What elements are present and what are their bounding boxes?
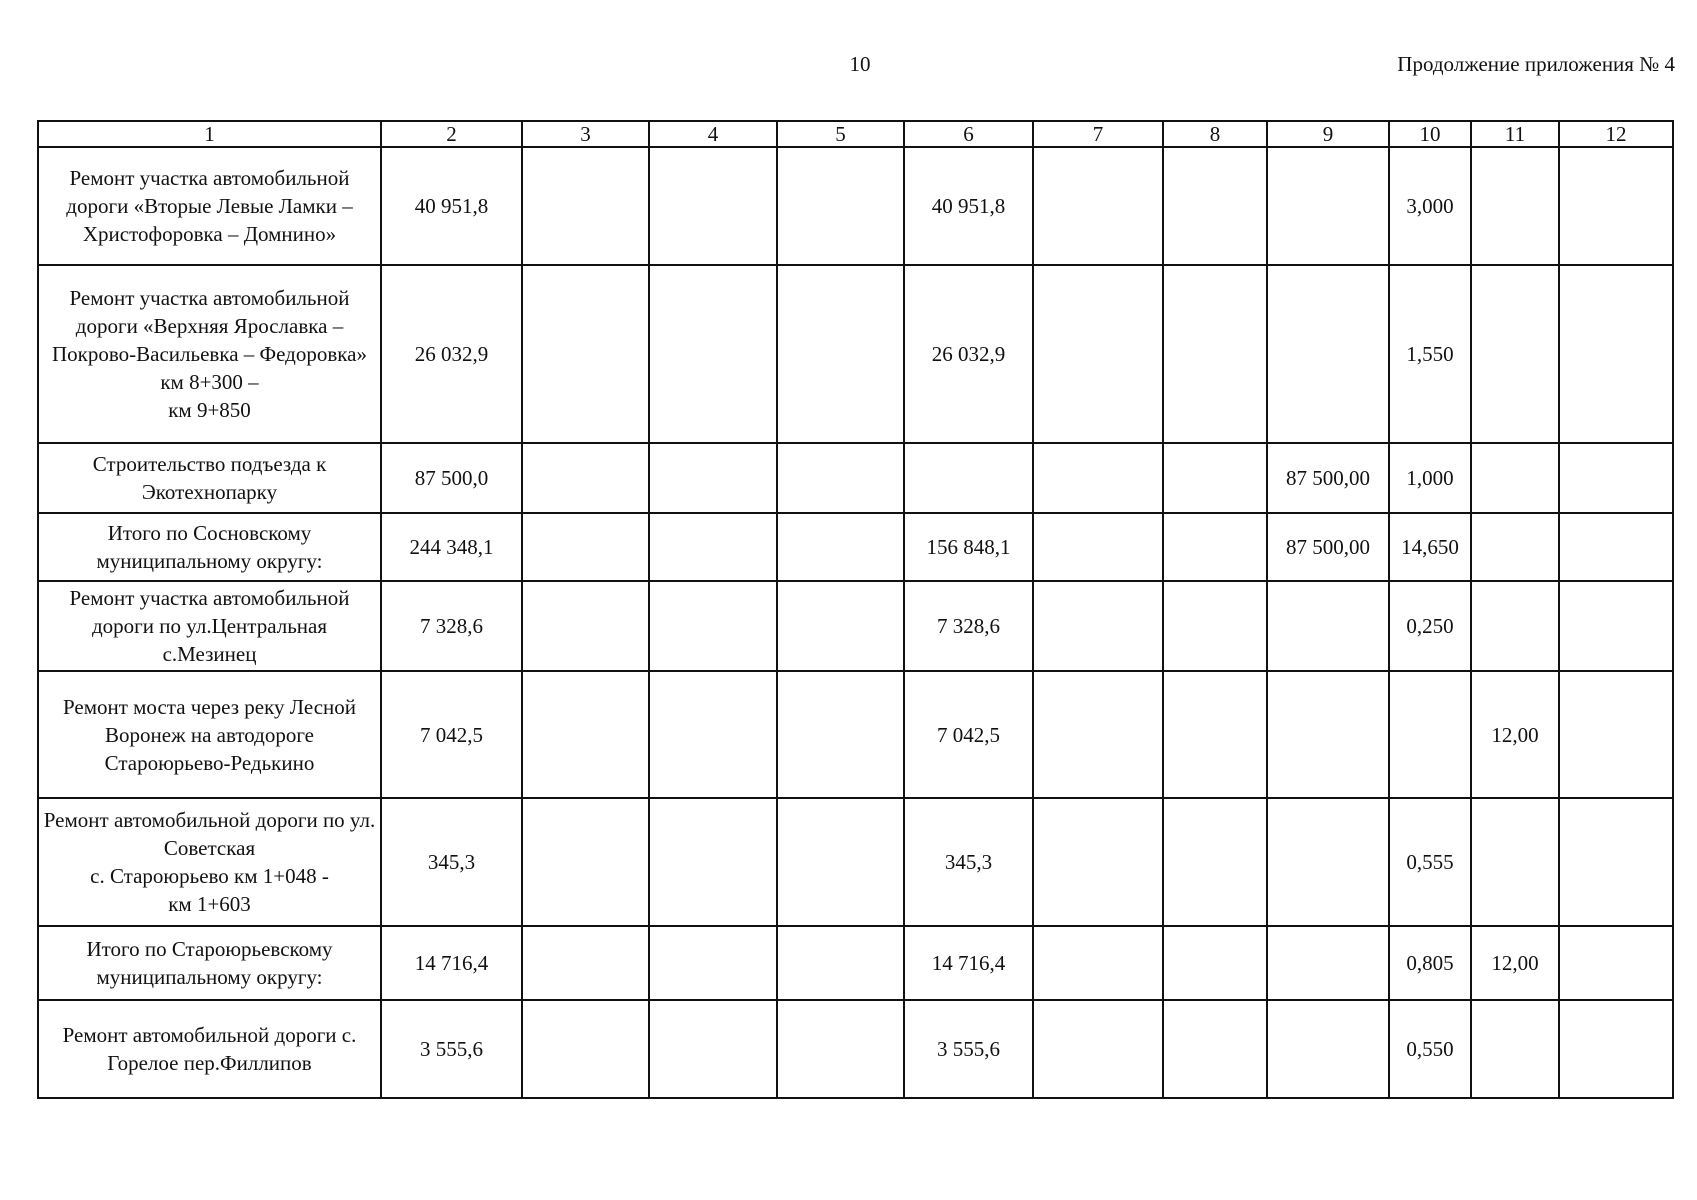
value-cell: 87 500,0 <box>381 443 522 513</box>
value-cell <box>1033 147 1163 265</box>
value-cell: 7 042,5 <box>904 671 1033 798</box>
value-cell: 244 348,1 <box>381 513 522 581</box>
value-cell: 0,250 <box>1389 581 1471 671</box>
value-cell <box>1471 265 1559 443</box>
value-cell <box>1033 1000 1163 1098</box>
value-cell: 345,3 <box>381 798 522 926</box>
value-cell <box>777 581 904 671</box>
value-cell <box>777 443 904 513</box>
work-name-cell: Ремонт участка автомобильной дороги «Вторые Левые Ламки – Христофоровка – Домнино» <box>38 147 381 265</box>
value-cell <box>1267 1000 1389 1098</box>
value-cell: 87 500,00 <box>1267 513 1389 581</box>
value-cell <box>522 1000 649 1098</box>
value-cell: 14 716,4 <box>381 926 522 1000</box>
column-number-header: 7 <box>1033 121 1163 147</box>
value-cell <box>1471 581 1559 671</box>
value-cell <box>649 513 777 581</box>
value-cell <box>1163 671 1267 798</box>
value-cell <box>777 798 904 926</box>
value-cell <box>1033 671 1163 798</box>
table-row <box>38 443 1673 513</box>
column-number-header: 11 <box>1471 121 1559 147</box>
value-cell <box>1559 443 1673 513</box>
value-cell: 3 555,6 <box>904 1000 1033 1098</box>
value-cell <box>1471 513 1559 581</box>
value-cell <box>1471 147 1559 265</box>
column-number-header: 9 <box>1267 121 1389 147</box>
value-cell: 26 032,9 <box>381 265 522 443</box>
value-cell: 1,000 <box>1389 443 1471 513</box>
value-cell <box>1559 513 1673 581</box>
value-cell <box>1163 798 1267 926</box>
appendix-continuation-label: Продолжение приложения № 4 <box>1397 52 1675 76</box>
table-row <box>38 265 1673 443</box>
table-row <box>38 581 1673 671</box>
value-cell <box>649 265 777 443</box>
value-cell: 0,805 <box>1389 926 1471 1000</box>
table-body <box>38 147 1673 1098</box>
value-cell <box>1267 671 1389 798</box>
value-cell <box>1033 926 1163 1000</box>
value-cell <box>1267 265 1389 443</box>
table-row <box>38 147 1673 265</box>
value-cell <box>1033 513 1163 581</box>
value-cell <box>649 798 777 926</box>
value-cell <box>1267 798 1389 926</box>
value-cell <box>522 926 649 1000</box>
value-cell <box>1163 513 1267 581</box>
table-row <box>38 671 1673 798</box>
value-cell <box>649 147 777 265</box>
value-cell <box>1389 671 1471 798</box>
column-number-header: 10 <box>1389 121 1471 147</box>
value-cell: 12,00 <box>1471 671 1559 798</box>
column-number-header: 3 <box>522 121 649 147</box>
total-row <box>38 926 1673 1000</box>
work-name-cell: Ремонт автомобильной дороги по ул. Советская с. Староюрьево км 1+048 - км 1+603 <box>38 798 381 926</box>
value-cell <box>522 265 649 443</box>
value-cell: 7 328,6 <box>904 581 1033 671</box>
value-cell <box>1163 443 1267 513</box>
value-cell <box>1267 926 1389 1000</box>
value-cell <box>1033 443 1163 513</box>
page-number: 10 <box>849 52 871 76</box>
value-cell <box>649 581 777 671</box>
work-name-cell: Ремонт участка автомобильной дороги «Верхняя Ярославка – Покрово-Васильевка – Федоровка» км 8+300 – км 9+850 <box>38 265 381 443</box>
value-cell: 40 951,8 <box>381 147 522 265</box>
value-cell: 3 555,6 <box>381 1000 522 1098</box>
value-cell <box>777 926 904 1000</box>
work-name-cell: Ремонт участка автомобильной дороги по ул.Центральная с.Мезинец <box>38 581 381 671</box>
value-cell <box>1471 1000 1559 1098</box>
value-cell: 14,650 <box>1389 513 1471 581</box>
column-number-header: 4 <box>649 121 777 147</box>
value-cell <box>1033 265 1163 443</box>
work-name-cell: Ремонт моста через реку Лесной Воронеж на автодороге Староюрьево-Редькино <box>38 671 381 798</box>
value-cell <box>1163 147 1267 265</box>
value-cell <box>1033 581 1163 671</box>
value-cell <box>1559 671 1673 798</box>
value-cell <box>1267 581 1389 671</box>
value-cell <box>904 443 1033 513</box>
value-cell <box>522 671 649 798</box>
column-number-header: 12 <box>1559 121 1673 147</box>
value-cell <box>777 671 904 798</box>
value-cell <box>777 265 904 443</box>
value-cell <box>1559 926 1673 1000</box>
total-row <box>38 513 1673 581</box>
value-cell <box>649 443 777 513</box>
value-cell: 40 951,8 <box>904 147 1033 265</box>
value-cell <box>1267 147 1389 265</box>
work-name-cell: Ремонт автомобильной дороги с. Горелое пер.Филлипов <box>38 1000 381 1098</box>
value-cell: 1,550 <box>1389 265 1471 443</box>
column-number-header: 8 <box>1163 121 1267 147</box>
value-cell <box>522 798 649 926</box>
column-number-row <box>38 121 1673 147</box>
column-number-header: 5 <box>777 121 904 147</box>
value-cell <box>1559 798 1673 926</box>
table-row <box>38 798 1673 926</box>
value-cell: 26 032,9 <box>904 265 1033 443</box>
value-cell <box>522 443 649 513</box>
value-cell <box>522 513 649 581</box>
value-cell: 3,000 <box>1389 147 1471 265</box>
value-cell: 7 328,6 <box>381 581 522 671</box>
value-cell: 7 042,5 <box>381 671 522 798</box>
work-name-cell: Строительство подъезда к Экотехнопарку <box>38 443 381 513</box>
value-cell: 14 716,4 <box>904 926 1033 1000</box>
value-cell <box>649 926 777 1000</box>
value-cell <box>1033 798 1163 926</box>
total-label-cell: Итого по Староюрьевскому муниципальному округу: <box>38 926 381 1000</box>
value-cell <box>1163 926 1267 1000</box>
value-cell: 87 500,00 <box>1267 443 1389 513</box>
value-cell: 0,555 <box>1389 798 1471 926</box>
value-cell <box>1471 443 1559 513</box>
column-number-header: 1 <box>38 121 381 147</box>
value-cell <box>1559 581 1673 671</box>
value-cell: 156 848,1 <box>904 513 1033 581</box>
value-cell <box>777 147 904 265</box>
value-cell <box>522 581 649 671</box>
value-cell <box>1471 798 1559 926</box>
value-cell <box>1163 265 1267 443</box>
value-cell <box>1559 265 1673 443</box>
value-cell <box>1163 1000 1267 1098</box>
appendix-table <box>37 120 1674 1099</box>
value-cell: 0,550 <box>1389 1000 1471 1098</box>
value-cell <box>1559 147 1673 265</box>
value-cell <box>777 1000 904 1098</box>
value-cell: 345,3 <box>904 798 1033 926</box>
column-number-header: 6 <box>904 121 1033 147</box>
value-cell <box>1559 1000 1673 1098</box>
value-cell <box>1163 581 1267 671</box>
column-number-header: 2 <box>381 121 522 147</box>
total-label-cell: Итого по Сосновскому муниципальному округу: <box>38 513 381 581</box>
value-cell <box>649 671 777 798</box>
value-cell <box>777 513 904 581</box>
value-cell <box>649 1000 777 1098</box>
value-cell <box>522 147 649 265</box>
table-row <box>38 1000 1673 1098</box>
value-cell: 12,00 <box>1471 926 1559 1000</box>
